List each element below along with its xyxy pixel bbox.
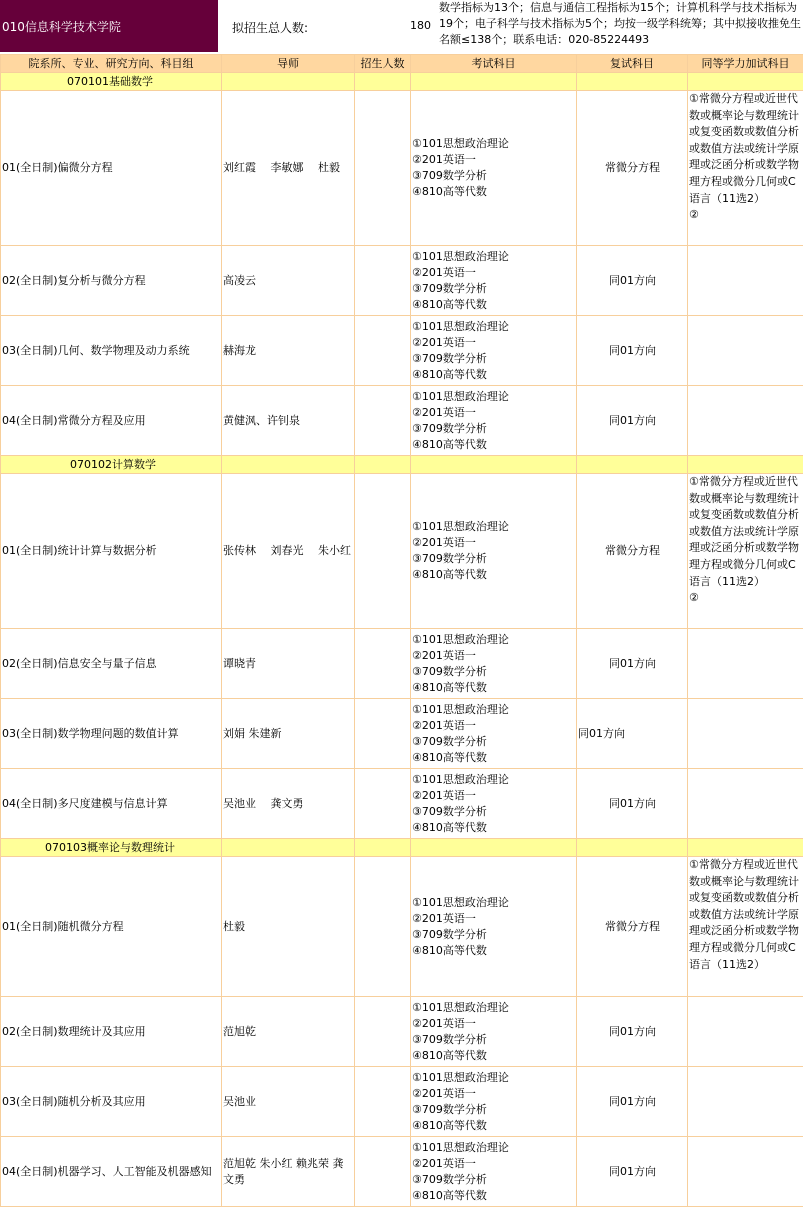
retest-cell: 同01方向 bbox=[577, 769, 688, 839]
retest-cell: 同01方向 bbox=[577, 386, 688, 456]
column-header-exam: 考试科目 bbox=[411, 55, 577, 73]
enrollment-cell bbox=[355, 386, 411, 456]
exam-subject: ②201英语一 bbox=[412, 718, 476, 732]
exam-subject: ③709数学分析 bbox=[412, 281, 487, 295]
quota-total: 180 bbox=[410, 19, 431, 32]
direction-cell: 01(全日制)偏微分方程 bbox=[1, 91, 222, 246]
exam-subject: ①101思想政治理论 bbox=[412, 702, 509, 716]
exam-subject: ④810高等代数 bbox=[412, 367, 487, 381]
advisor-cell: 谭晓青 bbox=[222, 629, 355, 699]
table-row bbox=[1, 857, 803, 997]
exam-subject: ④810高等代数 bbox=[412, 297, 487, 311]
enrollment-notes: 数学指标为13个；信息与通信工程指标为15个；计算机科学与技术指标为19个；电子科学与技术指标为5个；均按一级学科统筹；其中拟接收推免生名额≤138个；联系电话：020-85224493 bbox=[439, 1, 801, 46]
enrollment-cell bbox=[355, 474, 411, 629]
exam-subject: ④810高等代数 bbox=[412, 1118, 487, 1132]
group-empty-cell bbox=[411, 73, 577, 91]
department-header bbox=[0, 0, 803, 54]
exam-subject: ②201英语一 bbox=[412, 153, 476, 166]
enrollment-cell bbox=[355, 246, 411, 316]
elective-cell bbox=[688, 474, 803, 629]
elective-mark: ② bbox=[689, 208, 699, 222]
advisor-cell: 高凌云 bbox=[222, 246, 355, 316]
table-row bbox=[1, 386, 803, 456]
enrollment-cell bbox=[355, 629, 411, 699]
exam-subjects-cell bbox=[411, 474, 577, 629]
exam-subject: ②201英语一 bbox=[412, 1016, 476, 1030]
group-empty-cell bbox=[222, 73, 355, 91]
retest-cell: 同01方向 bbox=[577, 1137, 688, 1207]
advisor-cell: 吴池业 龚文勇 bbox=[222, 769, 355, 839]
exam-subject: ④810高等代数 bbox=[412, 437, 487, 451]
exam-subject: ③709数学分析 bbox=[412, 804, 487, 818]
enrollment-cell bbox=[355, 316, 411, 386]
exam-subject: ③709数学分析 bbox=[412, 421, 487, 435]
exam-subject: ④810高等代数 bbox=[412, 568, 487, 581]
table-row bbox=[1, 316, 803, 386]
advisor-cell: 黄健沨、许钊泉 bbox=[222, 386, 355, 456]
table-row bbox=[1, 1067, 803, 1137]
column-header-retest: 复试科目 bbox=[577, 55, 688, 73]
table-row bbox=[1, 91, 803, 246]
group-empty-cell bbox=[577, 839, 688, 857]
table-row bbox=[1, 474, 803, 629]
direction-cell: 01(全日制)随机微分方程 bbox=[1, 857, 222, 997]
exam-subject: ④810高等代数 bbox=[412, 185, 487, 198]
elective-cell bbox=[688, 997, 803, 1067]
exam-subject: ③709数学分析 bbox=[412, 1032, 487, 1046]
elective-cell bbox=[688, 769, 803, 839]
group-empty-cell bbox=[688, 456, 803, 474]
column-header-enrollment: 招生人数 bbox=[355, 55, 411, 73]
exam-subject: ①101思想政治理论 bbox=[412, 389, 509, 403]
elective-cell bbox=[688, 1137, 803, 1207]
exam-subject: ①101思想政治理论 bbox=[412, 895, 509, 909]
advisor-cell: 范旭乾 朱小红 赖兆荣 龚文勇 bbox=[222, 1137, 355, 1207]
elective-cell bbox=[688, 629, 803, 699]
group-name: 070102计算数学 bbox=[1, 456, 222, 474]
retest-cell: 常微分方程 bbox=[577, 474, 688, 629]
direction-cell: 02(全日制)数理统计及其应用 bbox=[1, 997, 222, 1067]
retest-cell: 常微分方程 bbox=[577, 857, 688, 997]
elective-cell bbox=[688, 857, 803, 997]
retest-cell: 同01方向 bbox=[577, 629, 688, 699]
table-row bbox=[1, 246, 803, 316]
group-header-row bbox=[1, 839, 803, 857]
exam-subject: ①101思想政治理论 bbox=[412, 319, 509, 333]
exam-subject: ④810高等代数 bbox=[412, 820, 487, 834]
exam-subject: ①101思想政治理论 bbox=[412, 1070, 509, 1084]
exam-subject: ①101思想政治理论 bbox=[412, 1000, 509, 1014]
exam-subject: ②201英语一 bbox=[412, 648, 476, 662]
group-empty-cell bbox=[355, 73, 411, 91]
direction-cell: 04(全日制)机器学习、人工智能及机器感知 bbox=[1, 1137, 222, 1207]
exam-subject: ③709数学分析 bbox=[412, 664, 487, 678]
elective-subjects: ①常微分方程或近世代数或概率论与数理统计或复变函数或数值分析或数值方法或统计学原理或泛函分析或数学物理方程或微分几何或C语言（11选2） bbox=[689, 475, 799, 588]
direction-cell: 01(全日制)统计计算与数据分析 bbox=[1, 474, 222, 629]
group-empty-cell bbox=[577, 73, 688, 91]
direction-cell: 02(全日制)复分析与微分方程 bbox=[1, 246, 222, 316]
advisor-cell: 吴池业 bbox=[222, 1067, 355, 1137]
table-row bbox=[1, 699, 803, 769]
table-row bbox=[1, 769, 803, 839]
elective-subjects: ①常微分方程或近世代数或概率论与数理统计或复变函数或数值分析或数值方法或统计学原理或泛函分析或数学物理方程或微分几何或C语言（11选2） bbox=[689, 858, 799, 971]
exam-subject: ②201英语一 bbox=[412, 911, 476, 925]
exam-subject: ④810高等代数 bbox=[412, 1048, 487, 1062]
direction-cell: 02(全日制)信息安全与量子信息 bbox=[1, 629, 222, 699]
advisor-cell: 刘红霞 李敏娜 杜毅 bbox=[222, 91, 355, 246]
exam-subject: ③709数学分析 bbox=[412, 169, 487, 182]
retest-cell: 同01方向 bbox=[577, 316, 688, 386]
direction-cell: 03(全日制)几何、数学物理及动力系统 bbox=[1, 316, 222, 386]
group-empty-cell bbox=[577, 456, 688, 474]
group-empty-cell bbox=[688, 73, 803, 91]
exam-subjects-cell bbox=[411, 769, 577, 839]
group-empty-cell bbox=[355, 839, 411, 857]
enrollment-cell bbox=[355, 91, 411, 246]
exam-subject: ③709数学分析 bbox=[412, 552, 487, 565]
enrollment-cell bbox=[355, 699, 411, 769]
direction-cell: 03(全日制)随机分析及其应用 bbox=[1, 1067, 222, 1137]
column-header-advisor: 导师 bbox=[222, 55, 355, 73]
direction-cell: 03(全日制)数学物理问题的数值计算 bbox=[1, 699, 222, 769]
elective-cell bbox=[688, 246, 803, 316]
retest-cell: 同01方向 bbox=[577, 246, 688, 316]
group-name: 070103概率论与数理统计 bbox=[1, 839, 222, 857]
elective-cell bbox=[688, 699, 803, 769]
column-header-direction: 院系所、专业、研究方向、科目组 bbox=[1, 55, 222, 73]
elective-subjects: ①常微分方程或近世代数或概率论与数理统计或复变函数或数值分析或数值方法或统计学原理或泛函分析或数学物理方程或微分几何或C语言（11选2） bbox=[689, 92, 799, 205]
group-empty-cell bbox=[222, 839, 355, 857]
retest-cell: 常微分方程 bbox=[577, 91, 688, 246]
enrollment-cell bbox=[355, 857, 411, 997]
elective-cell bbox=[688, 1067, 803, 1137]
exam-subject: ④810高等代数 bbox=[412, 680, 487, 694]
enrollment-cell bbox=[355, 769, 411, 839]
advisor-cell: 杜毅 bbox=[222, 857, 355, 997]
exam-subjects-cell bbox=[411, 1067, 577, 1137]
program-table bbox=[0, 54, 803, 1207]
group-empty-cell bbox=[411, 456, 577, 474]
exam-subject: ②201英语一 bbox=[412, 1086, 476, 1100]
group-header-row bbox=[1, 73, 803, 91]
elective-cell bbox=[688, 316, 803, 386]
exam-subject: ③709数学分析 bbox=[412, 351, 487, 365]
table-row bbox=[1, 997, 803, 1067]
exam-subject: ③709数学分析 bbox=[412, 1102, 487, 1116]
enrollment-cell bbox=[355, 997, 411, 1067]
elective-cell bbox=[688, 386, 803, 456]
retest-cell: 同01方向 bbox=[577, 699, 688, 769]
quota-label: 拟招生总人数: bbox=[232, 21, 309, 35]
group-empty-cell bbox=[688, 839, 803, 857]
exam-subject: ④810高等代数 bbox=[412, 750, 487, 764]
group-header-row bbox=[1, 456, 803, 474]
exam-subject: ①101思想政治理论 bbox=[412, 632, 509, 646]
exam-subject: ①101思想政治理论 bbox=[412, 1140, 509, 1154]
retest-cell: 同01方向 bbox=[577, 997, 688, 1067]
exam-subjects-cell bbox=[411, 91, 577, 246]
advisor-cell: 刘娟 朱建新 bbox=[222, 699, 355, 769]
group-name: 070101基础数学 bbox=[1, 73, 222, 91]
enrollment-cell bbox=[355, 1137, 411, 1207]
exam-subjects-cell bbox=[411, 316, 577, 386]
exam-subject: ②201英语一 bbox=[412, 405, 476, 419]
exam-subject: ③709数学分析 bbox=[412, 734, 487, 748]
advisor-cell: 范旭乾 bbox=[222, 997, 355, 1067]
direction-cell: 04(全日制)常微分方程及应用 bbox=[1, 386, 222, 456]
department-name-box bbox=[0, 0, 218, 52]
exam-subject: ②201英语一 bbox=[412, 788, 476, 802]
table-header-row bbox=[1, 55, 803, 73]
exam-subjects-cell bbox=[411, 857, 577, 997]
direction-cell: 04(全日制)多尺度建模与信息计算 bbox=[1, 769, 222, 839]
exam-subject: ②201英语一 bbox=[412, 335, 476, 349]
department-name: 010信息科学技术学院 bbox=[2, 19, 121, 34]
exam-subject: ①101思想政治理论 bbox=[412, 520, 509, 533]
exam-subject: ①101思想政治理论 bbox=[412, 772, 509, 786]
group-empty-cell bbox=[355, 456, 411, 474]
exam-subjects-cell bbox=[411, 699, 577, 769]
exam-subjects-cell bbox=[411, 1137, 577, 1207]
elective-cell bbox=[688, 91, 803, 246]
exam-subjects-cell bbox=[411, 386, 577, 456]
exam-subject: ④810高等代数 bbox=[412, 943, 487, 957]
exam-subject: ①101思想政治理论 bbox=[412, 249, 509, 263]
exam-subject: ④810高等代数 bbox=[412, 1188, 487, 1202]
exam-subject: ②201英语一 bbox=[412, 1156, 476, 1170]
exam-subject: ②201英语一 bbox=[412, 536, 476, 549]
retest-cell: 同01方向 bbox=[577, 1067, 688, 1137]
exam-subject: ③709数学分析 bbox=[412, 927, 487, 941]
exam-subject: ③709数学分析 bbox=[412, 1172, 487, 1186]
enrollment-cell bbox=[355, 1067, 411, 1137]
exam-subjects-cell bbox=[411, 629, 577, 699]
group-empty-cell bbox=[222, 456, 355, 474]
advisor-cell: 张传林 刘春光 朱小红 bbox=[222, 474, 355, 629]
column-header-elective: 同等学力加试科目 bbox=[688, 55, 803, 73]
table-row bbox=[1, 1137, 803, 1207]
exam-subject: ②201英语一 bbox=[412, 265, 476, 279]
advisor-cell: 赫海龙 bbox=[222, 316, 355, 386]
group-empty-cell bbox=[411, 839, 577, 857]
elective-mark: ② bbox=[689, 591, 699, 605]
table-row bbox=[1, 629, 803, 699]
table-body bbox=[1, 73, 803, 1207]
exam-subjects-cell bbox=[411, 246, 577, 316]
exam-subject: ①101思想政治理论 bbox=[412, 137, 509, 150]
exam-subjects-cell bbox=[411, 997, 577, 1067]
